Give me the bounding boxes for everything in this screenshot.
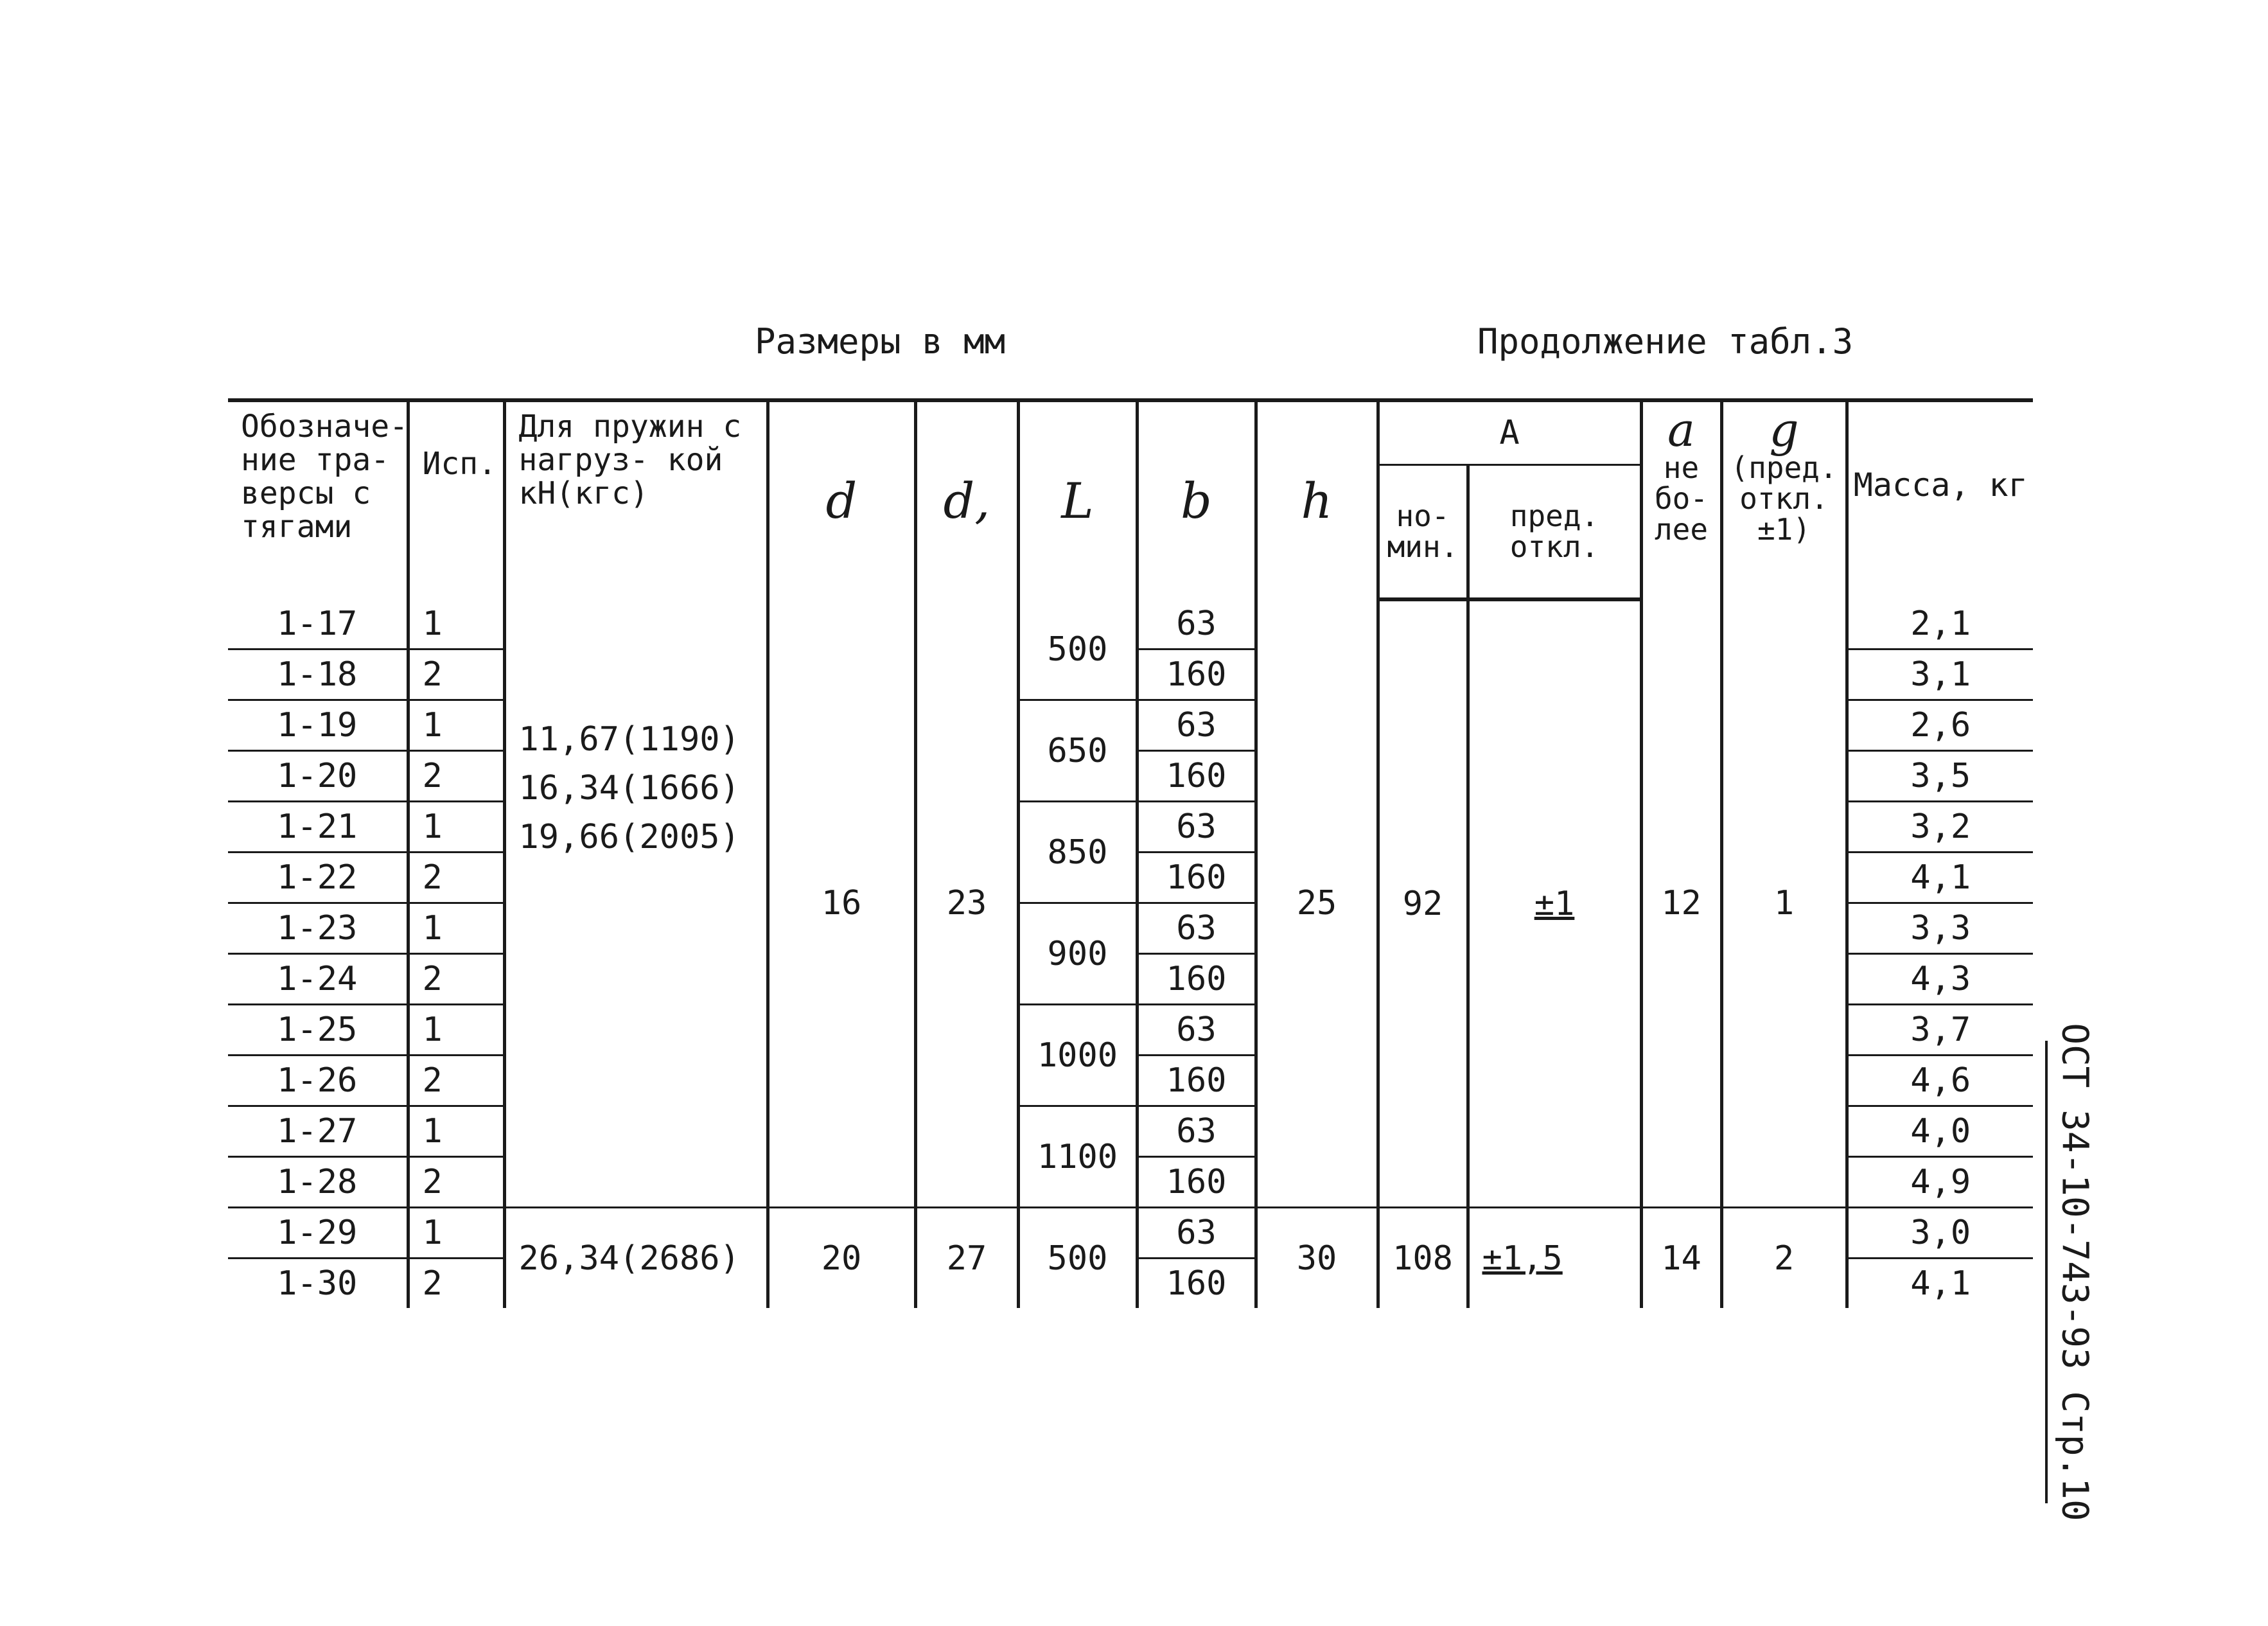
variant-cell: 2: [408, 751, 504, 802]
header-g-symbol: g: [1769, 403, 1799, 457]
variant-cell: 2: [408, 1056, 504, 1106]
variant-cell: 1: [408, 599, 504, 650]
L-value: 650: [1018, 700, 1137, 802]
b-cell: 63: [1137, 1208, 1256, 1259]
variant-cell: 1: [408, 700, 504, 751]
header-a: [1641, 400, 1721, 599]
mass-cell: 3,2: [1847, 802, 2033, 853]
dimensions-table: [228, 398, 2033, 1308]
b-cell: 63: [1137, 1106, 1256, 1157]
variant-cell: 2: [408, 954, 504, 1005]
designation-cell: 1-22: [228, 853, 408, 903]
g-group2: 2: [1721, 1208, 1847, 1309]
header-h: h: [1256, 400, 1378, 599]
mass-cell: 3,5: [1847, 751, 2033, 802]
b-cell: 63: [1137, 599, 1256, 650]
A-tolerance-group2-value: ±1,5: [1482, 1239, 1563, 1278]
A-tolerance-group1: [1468, 599, 1641, 1208]
b-cell: 160: [1137, 1259, 1256, 1309]
b-cell: 63: [1137, 802, 1256, 853]
table-continuation-note: Продолжение табл.3: [1477, 321, 1854, 362]
header-a-symbol: a: [1667, 403, 1695, 457]
header-d1: d,: [915, 400, 1018, 599]
variant-cell: 1: [408, 903, 504, 954]
designation-cell: 1-23: [228, 903, 408, 954]
designation-cell: 1-25: [228, 1005, 408, 1056]
spring-load-group2: 26,34(2686): [504, 1208, 768, 1309]
L-value: 500: [1018, 1208, 1137, 1309]
designation-cell: 1-17: [228, 599, 408, 650]
header-A: A: [1378, 400, 1641, 464]
header-d: d: [768, 400, 915, 599]
header-b: b: [1137, 400, 1256, 599]
designation-cell: 1-19: [228, 700, 408, 751]
variant-cell: 2: [408, 1259, 504, 1309]
L-value: 1100: [1018, 1106, 1137, 1208]
d1-group1: 23: [915, 599, 1018, 1208]
A-nominal-group1: 92: [1378, 599, 1468, 1208]
header-L: L: [1018, 400, 1137, 599]
mass-cell: 2,1: [1847, 599, 2033, 650]
L-value: 850: [1018, 802, 1137, 903]
b-cell: 63: [1137, 700, 1256, 751]
b-cell: 160: [1137, 650, 1256, 700]
mass-cell: 3,7: [1847, 1005, 2033, 1056]
header-A-nominal: но- мин.: [1378, 464, 1468, 599]
mass-cell: 4,0: [1847, 1106, 2033, 1157]
header-spring-load: Для пружин с нагруз- кой кН(кгс): [504, 400, 768, 599]
h-group2: 30: [1256, 1208, 1378, 1309]
document-code: ОСТ 34-10-743-93 Стр.10: [2053, 1023, 2096, 1521]
side-rule: [2045, 1041, 2048, 1503]
header-a-note: не бо- лее: [1654, 450, 1709, 547]
d-group1: 16: [768, 599, 915, 1208]
designation-cell: 1-29: [228, 1208, 408, 1259]
b-cell: 160: [1137, 954, 1256, 1005]
b-cell: 160: [1137, 1157, 1256, 1208]
variant-cell: 1: [408, 1106, 504, 1157]
header-mass: Масса, кг: [1847, 400, 2033, 599]
mass-cell: 3,1: [1847, 650, 2033, 700]
mass-cell: 4,1: [1847, 1259, 2033, 1309]
d1-group2: 27: [915, 1208, 1018, 1309]
variant-cell: 1: [408, 1208, 504, 1259]
designation-cell: 1-20: [228, 751, 408, 802]
mass-cell: 4,9: [1847, 1157, 2033, 1208]
a-group1: 12: [1641, 599, 1721, 1208]
variant-cell: 2: [408, 1157, 504, 1208]
d-group2: 20: [768, 1208, 915, 1309]
A-tolerance-group1-value: ±1: [1534, 885, 1575, 923]
designation-cell: 1-30: [277, 1264, 358, 1303]
variant-cell: 1: [408, 1005, 504, 1056]
b-cell: 160: [1137, 853, 1256, 903]
variant-cell: 2: [408, 853, 504, 903]
b-cell: 160: [1137, 751, 1256, 802]
header-g-note: (пред. откл. ±1): [1730, 450, 1838, 547]
units-note: Размеры в мм: [755, 321, 1006, 362]
b-cell: 63: [1137, 1005, 1256, 1056]
mass-cell: 3,3: [1847, 903, 2033, 954]
variant-cell: 2: [408, 650, 504, 700]
designation-cell: 1-27: [228, 1106, 408, 1157]
b-cell: 63: [1137, 903, 1256, 954]
mass-cell: 3,0: [1847, 1208, 2033, 1259]
L-value: 1000: [1018, 1005, 1137, 1106]
designation-cell: 1-28: [228, 1157, 408, 1208]
header-g: [1721, 400, 1847, 599]
L-value: 500: [1018, 599, 1137, 700]
A-tolerance-group2: [1468, 1208, 1641, 1309]
designation-cell: 1-26: [228, 1056, 408, 1106]
mass-cell: 4,3: [1847, 954, 2033, 1005]
header-A-tolerance: пред. откл.: [1468, 464, 1641, 599]
variant-cell: 1: [408, 802, 504, 853]
header-variant: Исп.: [408, 400, 504, 599]
header-designation: Обозначе- ние тра- версы с тягами: [228, 400, 408, 599]
designation-cell: 1-18: [228, 650, 408, 700]
designation-cell: 1-24: [228, 954, 408, 1005]
mass-cell: 2,6: [1847, 700, 2033, 751]
g-group1: 1: [1721, 599, 1847, 1208]
a-group2: 14: [1641, 1208, 1721, 1309]
spring-load-group1: 11,67(1190) 16,34(1666) 19,66(2005): [504, 599, 768, 1208]
b-cell: 160: [1137, 1056, 1256, 1106]
A-nominal-group2: 108: [1378, 1208, 1468, 1309]
mass-cell: 4,6: [1847, 1056, 2033, 1106]
L-value: 900: [1018, 903, 1137, 1005]
mass-cell: 4,1: [1847, 853, 2033, 903]
document-side-label: [2036, 1023, 2113, 1521]
h-group1: 25: [1256, 599, 1378, 1208]
designation-cell: 1-21: [228, 802, 408, 853]
